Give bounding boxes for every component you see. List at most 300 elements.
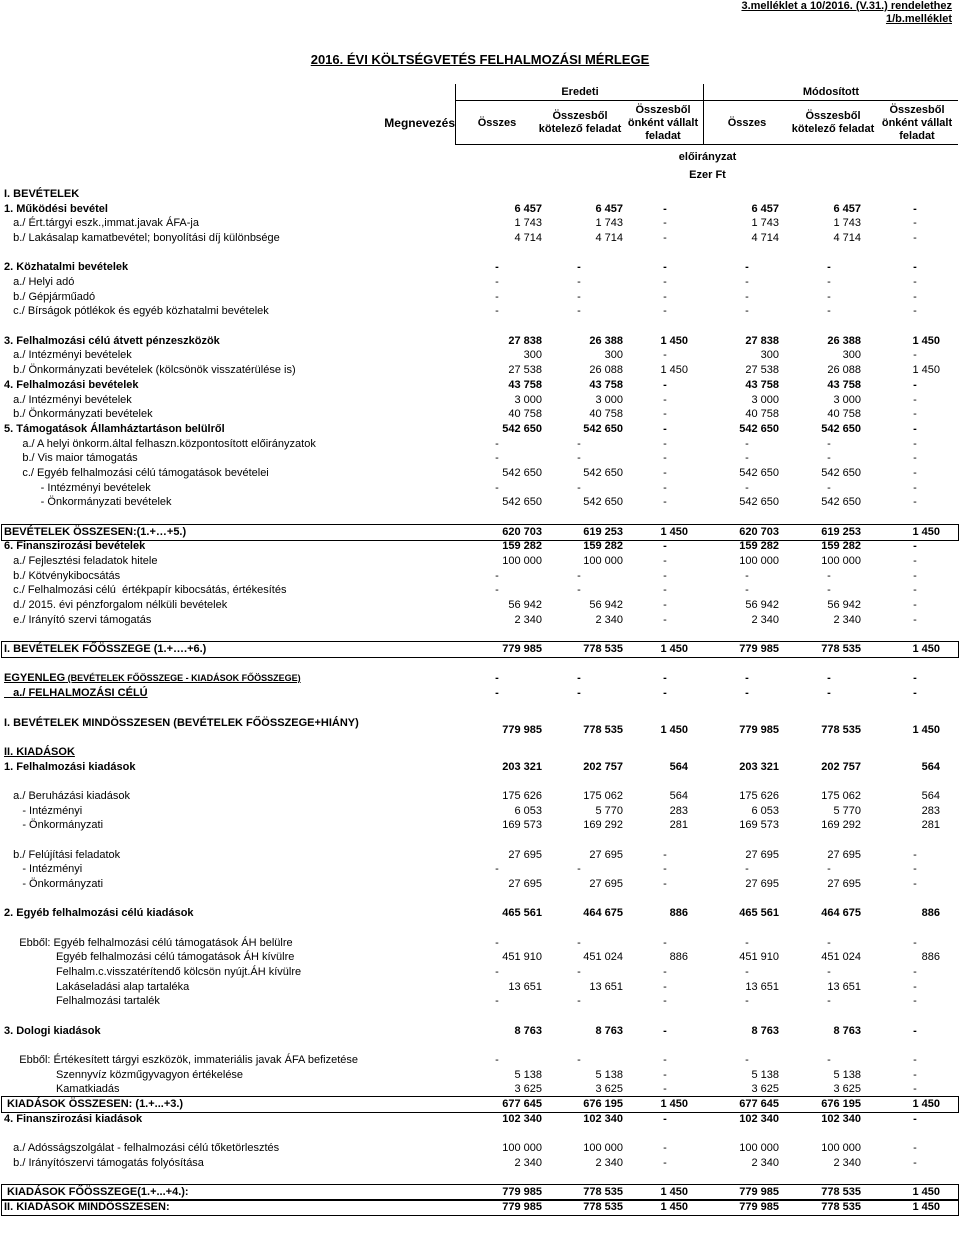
row-label-text: 2. Közhatalmi bevételek: [4, 261, 129, 273]
row-value: -: [663, 482, 667, 494]
row-value: -: [495, 482, 499, 494]
row-value: -: [663, 599, 667, 611]
row-label-text: - Intézményi bevételek: [4, 482, 151, 494]
row-label-text: 6. Finanszirozási bevételek: [4, 540, 146, 552]
row-value: 2 340: [595, 614, 623, 626]
row-value: 159 282: [502, 540, 542, 552]
row-value: -: [827, 584, 831, 596]
table-row: [2, 613, 958, 628]
row-label-text: e./ Irányító szervi támogatás: [4, 614, 152, 626]
table-row: [2, 407, 958, 422]
table-row: [2, 921, 958, 936]
table-row: [2, 583, 958, 598]
row-label: [4, 774, 454, 789]
row-label: [4, 466, 454, 481]
row-value: 40 758: [508, 408, 542, 420]
row-value: -: [913, 981, 917, 993]
table-row: [2, 202, 958, 217]
table-row: [2, 715, 958, 745]
row-value: -: [577, 438, 581, 450]
row-value: 464 675: [583, 907, 623, 919]
row-label-text: b./ Felújítási feladatok: [4, 849, 121, 861]
row-value: 159 282: [583, 540, 623, 552]
row-label: [4, 789, 454, 804]
row-label-text: b./ Vis maior támogatás: [4, 452, 138, 464]
row-value: 451 024: [583, 951, 623, 963]
row-label: [4, 1200, 454, 1215]
row-value: -: [663, 438, 667, 450]
row-value: 13 651: [508, 981, 542, 993]
row-label: [4, 202, 454, 217]
row-value: -: [663, 423, 667, 435]
row-value: -: [827, 438, 831, 450]
table-row: [2, 892, 958, 907]
row-label: [4, 583, 454, 598]
modified-mandatory-header: Összesből kötelező feladat: [791, 110, 875, 135]
row-value: 778 535: [821, 1201, 861, 1213]
row-value: 40 758: [589, 408, 623, 420]
row-value: -: [913, 878, 917, 890]
table-row: [2, 481, 958, 496]
row-label: [4, 877, 454, 892]
table-row: [2, 231, 958, 246]
row-label: [4, 1141, 454, 1156]
row-value: -: [495, 995, 499, 1007]
row-label-text: EGYENLEG: [4, 672, 66, 684]
row-value: -: [913, 394, 917, 406]
row-value: 1 450: [912, 643, 940, 655]
row-value: 778 535: [821, 1186, 861, 1198]
row-value: 169 573: [502, 819, 542, 831]
table-row: [2, 539, 958, 554]
row-value: -: [495, 276, 499, 288]
row-value: -: [745, 672, 749, 684]
row-value: -: [913, 379, 917, 391]
row-value: -: [663, 1054, 667, 1066]
row-label: [4, 393, 454, 408]
row-value: -: [663, 555, 667, 567]
row-value: -: [577, 276, 581, 288]
row-value: -: [827, 995, 831, 1007]
row-value: 56 942: [508, 599, 542, 611]
table-row: [2, 1185, 958, 1200]
row-value: 6 053: [751, 805, 779, 817]
row-value: 26 088: [827, 364, 861, 376]
row-value: -: [827, 1054, 831, 1066]
row-value: 564: [669, 761, 688, 773]
row-label-text: Lakáseladási alap tartaléka: [4, 981, 190, 993]
table-row: [2, 657, 958, 672]
row-label: [4, 525, 454, 540]
row-value: -: [827, 570, 831, 582]
row-value: 542 650: [502, 467, 542, 479]
row-value: 779 985: [739, 643, 779, 655]
row-value: 175 062: [583, 790, 623, 802]
table-row: [2, 1068, 958, 1083]
row-value: -: [577, 966, 581, 978]
row-value: -: [663, 614, 667, 626]
row-value: 5 770: [595, 805, 623, 817]
row-value: 542 650: [583, 496, 623, 508]
row-label: [4, 804, 454, 819]
row-label: [4, 657, 454, 672]
row-label: [4, 290, 454, 305]
row-value: 465 561: [739, 907, 779, 919]
row-value: -: [913, 349, 917, 361]
row-value: 542 650: [821, 423, 861, 435]
row-value: 886: [921, 907, 940, 919]
table-row: [2, 246, 958, 261]
row-value: 677 645: [739, 1098, 779, 1110]
row-value: 1 450: [660, 1186, 688, 1198]
row-value: -: [663, 452, 667, 464]
row-value: -: [913, 408, 917, 420]
table-row: [2, 965, 958, 980]
row-label: [4, 510, 454, 525]
table-row: [2, 701, 958, 716]
row-value: -: [577, 687, 581, 699]
row-value: -: [495, 261, 499, 273]
row-value: -: [577, 291, 581, 303]
row-value: 778 535: [583, 643, 623, 655]
row-value: -: [663, 349, 667, 361]
row-value: -: [663, 203, 667, 215]
row-value: 6 457: [514, 203, 542, 215]
row-value: -: [577, 305, 581, 317]
row-value: 1 450: [912, 526, 940, 538]
row-value: -: [745, 863, 749, 875]
row-label-text: - Intézményi: [4, 863, 83, 875]
row-value: 886: [669, 907, 688, 919]
row-value: -: [663, 570, 667, 582]
row-value: 26 388: [827, 335, 861, 347]
row-value: 465 561: [502, 907, 542, 919]
row-value: 26 088: [589, 364, 623, 376]
modified-total-header: Összes: [727, 116, 767, 129]
row-label: [4, 598, 454, 613]
row-value: 175 626: [502, 790, 542, 802]
row-value: 779 985: [739, 724, 779, 736]
table-row: [2, 1053, 958, 1068]
row-value: 5 138: [833, 1069, 861, 1081]
row-value: -: [913, 305, 917, 317]
row-label: [4, 833, 454, 848]
row-label: [4, 994, 454, 1009]
row-value: 2 340: [514, 1157, 542, 1169]
row-value: 1 450: [660, 1098, 688, 1110]
row-value: 56 942: [827, 599, 861, 611]
table-row: [2, 745, 958, 760]
table-row: [2, 598, 958, 613]
table-row: [2, 378, 958, 393]
table-row: [2, 187, 958, 202]
row-label-text: d./ 2015. évi pénzforgalom nélküli bevételek: [4, 599, 228, 611]
original-total-header: Összes: [477, 116, 517, 129]
row-value: 27 538: [508, 364, 542, 376]
table-row: [2, 1200, 958, 1215]
table-row: [2, 804, 958, 819]
row-value: 27 695: [589, 849, 623, 861]
row-label-text: Felhalmozási tartalék: [4, 995, 160, 1007]
row-value: 100 000: [821, 1142, 861, 1154]
row-value: 8 763: [833, 1025, 861, 1037]
row-label: [4, 407, 454, 422]
row-label-text: b./ Lakásalap kamatbevétel; bonyolítási díj különbsége: [4, 232, 280, 244]
row-value: 778 535: [821, 643, 861, 655]
table-row: [2, 1141, 958, 1156]
row-value: -: [913, 452, 917, 464]
row-value: 778 535: [583, 1201, 623, 1213]
row-label-text: Egyéb felhalmozási célú támogatások ÁH kívülre: [4, 951, 295, 963]
row-value: 779 985: [502, 1186, 542, 1198]
row-value: 100 000: [739, 1142, 779, 1154]
row-value: 102 340: [739, 1113, 779, 1125]
row-value: 1 450: [660, 526, 688, 538]
row-value: -: [663, 261, 667, 273]
row-value: -: [913, 482, 917, 494]
row-value: 619 253: [583, 526, 623, 538]
row-value: -: [913, 261, 917, 273]
row-value: -: [745, 584, 749, 596]
row-value: -: [663, 291, 667, 303]
table-row: [2, 525, 958, 540]
table-row: [2, 774, 958, 789]
row-label: [4, 613, 454, 628]
row-value: 175 626: [739, 790, 779, 802]
row-label: [4, 437, 454, 452]
row-label: [4, 187, 454, 202]
row-label: [4, 275, 454, 290]
row-value: 542 650: [502, 496, 542, 508]
row-value: -: [745, 291, 749, 303]
row-label: [4, 378, 454, 393]
row-value: -: [913, 1025, 917, 1037]
row-label-text: Felhalm.c.visszatérítendő kölcsön nyújt.ÁH kívülre: [4, 966, 302, 978]
row-label-text: Ebből: Egyéb felhalmozási célú támogatások ÁH belülre: [4, 937, 293, 949]
table-row: [2, 304, 958, 319]
row-value: -: [745, 966, 749, 978]
row-label: [4, 1053, 454, 1068]
row-value: -: [663, 878, 667, 890]
row-label-text: a./ Intézményi bevételek: [4, 394, 132, 406]
row-value: -: [663, 584, 667, 596]
row-value: -: [913, 217, 917, 229]
row-value: -: [745, 937, 749, 949]
row-label-text: KIADÁSOK ÖSSZESEN: (1.+...+3.): [4, 1098, 184, 1110]
budget-table: [2, 0, 958, 1236]
row-value: -: [663, 981, 667, 993]
row-label-text: I. BEVÉTELEK: [4, 188, 80, 200]
table-row: [2, 1009, 958, 1024]
row-value: -: [913, 966, 917, 978]
row-value: -: [913, 555, 917, 567]
row-label-text: II. KIADÁSOK MINDÖSSZESEN:: [4, 1201, 170, 1213]
row-value: -: [745, 438, 749, 450]
row-label-text: - Önkormányzati: [4, 819, 104, 831]
row-label-text: 5. Támogatások Államháztartáson belülről: [4, 423, 225, 435]
row-value: 5 138: [514, 1069, 542, 1081]
row-value: 5 138: [751, 1069, 779, 1081]
row-value: -: [913, 232, 917, 244]
row-value: -: [913, 540, 917, 552]
row-value: -: [577, 995, 581, 1007]
row-value: -: [495, 687, 499, 699]
row-label: [4, 906, 454, 921]
row-label: [4, 231, 454, 246]
row-value: 202 757: [583, 761, 623, 773]
row-value: -: [577, 452, 581, 464]
table-row: [2, 627, 958, 642]
row-value: -: [827, 291, 831, 303]
modified-voluntary-header: Összesből önként vállalt feladat: [881, 103, 953, 142]
table-row: [2, 290, 958, 305]
row-value: -: [913, 291, 917, 303]
row-value: 4 714: [595, 232, 623, 244]
row-value: 27 695: [589, 878, 623, 890]
row-value: 542 650: [739, 496, 779, 508]
row-value: -: [913, 995, 917, 1007]
row-label: [4, 451, 454, 466]
row-value: 1 450: [912, 1186, 940, 1198]
row-label-text: a./ Ért.tárgyi eszk.,immat.javak ÁFA-ja: [4, 217, 199, 229]
row-value: -: [577, 937, 581, 949]
row-value: 43 758: [508, 379, 542, 391]
row-value: -: [663, 1083, 667, 1095]
row-value: 619 253: [821, 526, 861, 538]
row-value: -: [745, 570, 749, 582]
row-value: -: [663, 408, 667, 420]
row-value: -: [663, 1025, 667, 1037]
table-row: [2, 1038, 958, 1053]
row-value: 542 650: [821, 467, 861, 479]
row-value: 676 195: [583, 1098, 623, 1110]
row-value: 1 743: [833, 217, 861, 229]
row-label-text: 4. Finanszirozási kiadások: [4, 1113, 143, 1125]
table-row: [2, 936, 958, 951]
group-original-header: Eredeti: [561, 85, 599, 98]
row-value: 300: [842, 349, 861, 361]
row-value: -: [827, 276, 831, 288]
row-value: -: [827, 966, 831, 978]
row-label-text: a./ Adósságszolgálat - felhalmozási célú tőketörlesztés: [4, 1142, 280, 1154]
row-label: [4, 481, 454, 496]
appropriation-label: előirányzat: [678, 150, 737, 163]
row-value: 1 450: [912, 335, 940, 347]
row-label: [4, 539, 454, 554]
table-row: [2, 833, 958, 848]
table-row: [2, 906, 958, 921]
row-value: -: [577, 570, 581, 582]
row-value: 40 758: [827, 408, 861, 420]
row-value: 779 985: [739, 1186, 779, 1198]
row-label: [4, 216, 454, 231]
row-value: 102 340: [821, 1113, 861, 1125]
row-label-text: a./ Beruházási kiadások: [4, 790, 130, 802]
row-value: -: [577, 584, 581, 596]
row-label: [4, 1156, 454, 1171]
row-label-text: 2. Egyéb felhalmozási célú kiadások: [4, 907, 194, 919]
row-value: -: [577, 1054, 581, 1066]
row-value: -: [495, 305, 499, 317]
row-value: -: [913, 863, 917, 875]
page-title: 2016. ÉVI KÖLTSÉGVETÉS FELHALMOZÁSI MÉRLEGE: [310, 52, 650, 67]
row-value: 564: [921, 761, 940, 773]
row-value: 6 457: [595, 203, 623, 215]
table-row: [2, 1127, 958, 1142]
row-value: -: [827, 672, 831, 684]
unit-label: Ezer Ft: [689, 168, 726, 181]
row-label-text: 1. Felhalmozási kiadások: [4, 761, 136, 773]
row-value: 2 340: [751, 1157, 779, 1169]
original-mandatory-header: Összesből kötelező feladat: [538, 110, 622, 135]
row-value: -: [663, 394, 667, 406]
row-value: 2 340: [833, 614, 861, 626]
row-value: 677 645: [502, 1098, 542, 1110]
row-value: 281: [669, 819, 688, 831]
row-label: [4, 1185, 454, 1200]
row-label-text: a./ FELHALMOZÁSI CÉLÚ: [4, 687, 148, 699]
row-label: [4, 892, 454, 907]
table-row: [2, 495, 958, 510]
row-value: -: [663, 379, 667, 391]
row-value: -: [495, 570, 499, 582]
row-value: -: [495, 438, 499, 450]
row-value: 620 703: [739, 526, 779, 538]
row-value: 202 757: [821, 761, 861, 773]
row-value: -: [913, 1113, 917, 1125]
row-label: [4, 319, 454, 334]
row-value: 56 942: [745, 599, 779, 611]
row-value: -: [827, 863, 831, 875]
row-value: -: [913, 1069, 917, 1081]
row-label: [4, 1009, 454, 1024]
row-label: [4, 260, 454, 275]
row-label: [4, 671, 454, 686]
row-value: 13 651: [589, 981, 623, 993]
table-row: [2, 363, 958, 378]
row-label-text: a./ Intézményi bevételek: [4, 349, 132, 361]
row-value: -: [745, 1054, 749, 1066]
table-row: [2, 319, 958, 334]
table-row: [2, 216, 958, 231]
row-value: -: [913, 276, 917, 288]
row-value: -: [495, 863, 499, 875]
table-row: [2, 510, 958, 525]
row-value: 451 910: [739, 951, 779, 963]
row-value: 1 450: [660, 643, 688, 655]
row-value: -: [913, 672, 917, 684]
row-value: 2 340: [751, 614, 779, 626]
table-row: [2, 818, 958, 833]
row-label-text: I. BEVÉTELEK FŐÖSSZEGE (1.+….+6.): [4, 643, 207, 655]
row-value: 1 450: [912, 724, 940, 736]
table-row: [2, 760, 958, 775]
row-value: -: [827, 452, 831, 464]
row-value: -: [663, 496, 667, 508]
table-row: [2, 437, 958, 452]
row-value: -: [663, 1157, 667, 1169]
row-label: [4, 965, 454, 980]
row-value: -: [827, 261, 831, 273]
row-label-text: b./ Kötvénykibocsátás: [4, 570, 121, 582]
table-row: [2, 686, 958, 701]
row-label: [4, 862, 454, 877]
row-value: 8 763: [751, 1025, 779, 1037]
row-value: 5 770: [833, 805, 861, 817]
row-value: 203 321: [502, 761, 542, 773]
row-value: 27 695: [508, 878, 542, 890]
table-row: [2, 980, 958, 995]
